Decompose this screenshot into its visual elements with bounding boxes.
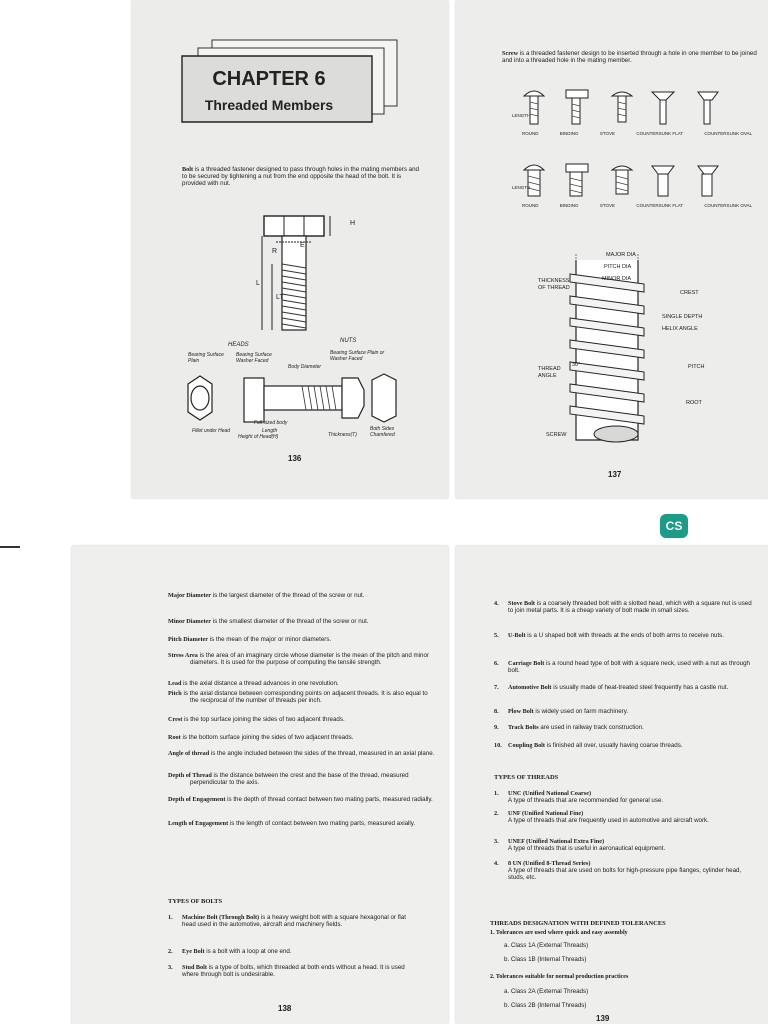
list-number: 4. — [494, 860, 499, 867]
list-body — [508, 660, 756, 674]
head-round: ROUND — [522, 131, 539, 136]
definition-term: Lead — [168, 680, 182, 687]
list-text: is usually made of heat-treated steel frequently has a castle nut. — [551, 684, 729, 691]
list-item — [494, 600, 756, 614]
height-label: Height of Head(H) — [238, 434, 279, 440]
pitch-dia-label: PITCH DIA — [604, 264, 632, 270]
definition-term: Stress Area — [168, 652, 198, 659]
definition-item — [168, 750, 435, 757]
heads-label: HEADS — [228, 342, 249, 348]
page-number: 137 — [608, 470, 622, 479]
minor-dia-label: MINOR DIA — [602, 276, 632, 282]
screw-types-row-2 — [506, 160, 736, 200]
major-dia-label: MAJOR DIA — [606, 252, 636, 258]
list-item — [494, 860, 756, 882]
list-number: 10. — [494, 742, 502, 749]
list-item — [168, 948, 413, 955]
page-137 — [456, 0, 768, 498]
list-term: Carriage Bolt — [508, 660, 545, 667]
page-edge-mark — [0, 546, 20, 548]
head-binding: BINDING — [559, 131, 579, 136]
list-text: is finished all over, usually having coarse threads. — [544, 742, 683, 749]
list-term: Stud Bolt — [182, 964, 207, 971]
list-term: Stove Bolt — [508, 600, 535, 607]
list-term: 8 UN (Unified 8-Thread Series) — [508, 860, 591, 867]
list-body — [182, 914, 413, 928]
label-l: L — [256, 280, 260, 287]
list-number: 4. — [494, 600, 499, 607]
list-item — [494, 684, 756, 691]
list-term: U-Bolt — [508, 632, 526, 639]
head-cs-oval: COUNTERSUNK OVAL — [704, 131, 752, 136]
list-body — [508, 838, 756, 852]
screw-head-names-1 — [522, 130, 752, 137]
definition-text: is the length of contact between two mating parts, measured axially. — [228, 820, 416, 827]
definition-item — [168, 820, 435, 827]
definition-term: Minor Diameter — [168, 618, 212, 625]
list-term: Automotive Bolt — [508, 684, 552, 691]
list-term: Plow Bolt — [508, 708, 534, 715]
definition-item — [168, 796, 435, 803]
bolt-diagram — [242, 210, 362, 335]
list-body — [508, 790, 756, 804]
head-stove-2: STOVE — [599, 203, 616, 208]
list-text: A type of threads that are frequently used in automotive and aircraft work. — [508, 817, 709, 825]
page-138 — [72, 546, 448, 1024]
list-body — [508, 708, 756, 715]
list-body — [508, 860, 756, 882]
bolt-definition: Bolt is a threaded fastener designed to pass through holes in the mating members and to be secured by tightening a nut from the end opposite the head of the bolt. It is provided with nut. — [182, 166, 419, 188]
definition-text: is the bottom surface joining the sides of two adjacent threads. — [180, 734, 354, 741]
single-depth-label: SINGLE DEPTH — [662, 314, 703, 320]
list-text: is a round head type of bolt with a square neck, used with a nut as through bolt. — [508, 660, 750, 675]
screw-label: SCREW — [546, 432, 567, 438]
list-item — [494, 708, 756, 715]
list-number: 3. — [494, 838, 499, 845]
thread-angle-label: THREAD ANGLE — [538, 366, 561, 379]
list-number: 9. — [494, 724, 499, 731]
label-lt: LT — [276, 294, 284, 301]
head-cs-flat-2: COUNTERSUNK FLAT — [636, 203, 684, 208]
list-term: UNC (Unified National Coarse) — [508, 790, 592, 797]
head-cs-oval-2: COUNTERSUNK OVAL — [704, 203, 752, 208]
list-text: is a type of bolts, which threaded at both ends without a head. It is used where through bolt is undesirable. — [182, 964, 405, 979]
definition-text: is the axial distance between corresponding points on adjacent threads. It is also equal to the reciprocal of the number of threads per inch. — [181, 690, 428, 705]
pitch-label: PITCH — [688, 364, 705, 370]
definition-item — [168, 680, 435, 687]
fillet-label: Fillet under Head — [192, 428, 231, 434]
definition-term: Depth of Engagement — [168, 796, 226, 803]
tolerance-2a: a. Class 2A (External Threads) — [504, 988, 589, 995]
definition-term: Crest — [168, 716, 183, 723]
list-item — [494, 660, 756, 674]
list-number: 6. — [494, 660, 499, 667]
page-139 — [456, 546, 768, 1024]
tolerance-1-heading: 1. Tolerances are used where quick and easy assembly — [490, 930, 628, 936]
definition-text: is the smallest diameter of the thread of the screw or nut. — [211, 618, 369, 625]
definition-item — [168, 592, 435, 599]
page-136 — [132, 0, 448, 498]
chapter-subtitle: Threaded Members — [204, 97, 334, 113]
tolerance-1a: a. Class 1A (External Threads) — [504, 942, 589, 949]
list-text: is a bolt with a loop at one end. — [204, 948, 292, 955]
definition-text: is the largest diameter of the thread of the screw or nut. — [211, 592, 365, 599]
definition-item — [168, 618, 435, 625]
tolerance-2-heading: 2. Tolerances suitable for normal production practices — [490, 974, 629, 980]
list-item — [494, 838, 756, 852]
types-of-threads-heading: TYPES OF THREADS — [494, 774, 559, 781]
list-text: is a heavy weight bolt with a square hexagonal or flat head used in the automotive, aircraft and machinery fields. — [182, 914, 406, 929]
list-number: 7. — [494, 684, 499, 691]
list-body — [508, 632, 756, 639]
definition-term: Length of Engagement — [168, 820, 229, 827]
list-item — [494, 724, 756, 731]
definition-term: Pitch Diameter — [168, 636, 209, 643]
definition-item — [168, 734, 435, 741]
definition-term: Angle of thread — [168, 750, 210, 757]
bearing-plain-label: Bearing Surface Plain — [188, 352, 224, 364]
list-item — [494, 632, 756, 639]
screw-head-names-2 — [522, 202, 752, 209]
screw-definition: Screw is a threaded fastener design to be inserted through a hole in one member to be joined and into a threaded hole in the mating member. — [502, 50, 757, 65]
list-text: A type of threads that are recommended for general use. — [508, 797, 664, 805]
full-sized-label: Full sized body — [254, 420, 288, 426]
list-term: Coupling Bolt — [508, 742, 545, 749]
chapter-title: CHAPTER 6 — [212, 68, 326, 90]
page-number: 136 — [288, 454, 302, 463]
definition-term: Depth of Thread — [168, 772, 212, 779]
tolerance-2b: b. Class 2B (Internal Threads) — [504, 1002, 587, 1009]
head-round-2: ROUND — [522, 203, 539, 208]
list-number: 8. — [494, 708, 499, 715]
tolerances-heading: THREADS DESIGNATION WITH DEFINED TOLERANCES — [490, 920, 666, 927]
definition-text: is the top surface joining the sides of two adjacent threads. — [182, 716, 345, 723]
list-item — [494, 790, 756, 804]
thickness-thread-label: THICKNESS OF THREAD — [538, 278, 570, 291]
thickness-label: Thickness(T) — [328, 432, 357, 438]
definition-text: is the depth of thread contact between two mating parts, measured radially. — [225, 796, 433, 803]
length-label-1: LENGTH — [512, 113, 531, 118]
root-label: ROOT — [686, 400, 702, 406]
definition-text: is the angle included between the sides of the thread, measured in an axial plane. — [209, 750, 435, 757]
label-h: H — [350, 220, 356, 227]
list-term: Machine Bolt (Through Bolt) — [182, 914, 260, 921]
helix-angle-label: HELIX ANGLE — [662, 326, 698, 332]
length-label: Length — [262, 428, 278, 434]
list-term: Eye Bolt — [182, 948, 205, 955]
list-item — [494, 742, 756, 749]
chamfered-label: Both Sides Chamfered — [370, 426, 395, 438]
list-body — [508, 724, 756, 731]
screw-types-row-1 — [506, 86, 736, 128]
list-number: 1. — [168, 914, 173, 921]
definition-item — [168, 716, 435, 723]
list-number: 5. — [494, 632, 499, 639]
list-number: 1. — [494, 790, 499, 797]
list-term: UNF (Unified National Fine) — [508, 810, 584, 817]
definition-text: is the area of an imaginary circle whose diameter is the mean of the pitch and minor diameters. It is used for the purpose of computing the tensile strength. — [190, 652, 429, 667]
definition-text: is the mean of the major or minor diameters. — [208, 636, 332, 643]
list-text: A type of threads that are used on bolts for high-pressure pipe flanges, cylinder head, studs, etc. — [508, 867, 742, 882]
definition-item — [168, 636, 435, 643]
definition-term: Major Diameter — [168, 592, 212, 599]
list-item — [168, 964, 413, 978]
list-text: is widely used on farm machinery. — [533, 708, 629, 715]
list-body — [508, 600, 756, 614]
list-term: UNEF (Unified National Extra Fine) — [508, 838, 605, 845]
list-body — [508, 684, 756, 691]
head-stove: STOVE — [599, 131, 616, 136]
page-number: 139 — [596, 1014, 610, 1023]
list-number: 3. — [168, 964, 173, 971]
crest-label: CREST — [680, 290, 699, 296]
list-text: are used in railway track construction. — [538, 724, 644, 731]
definition-item — [168, 652, 435, 666]
camscanner-badge: CS — [660, 514, 688, 538]
list-item — [494, 810, 756, 824]
body-diameter-label: Body Diameter — [288, 364, 322, 370]
list-number: 2. — [494, 810, 499, 817]
head-binding-2: BINDING — [559, 203, 579, 208]
list-body — [508, 742, 756, 749]
tolerance-1b: b. Class 1B (Internal Threads) — [504, 956, 587, 963]
nuts-label: NUTS — [340, 338, 357, 344]
label-r: R — [272, 248, 278, 255]
bearing-nut-label: Bearing Surface Plain or Washer Faced — [330, 350, 385, 362]
list-item — [168, 914, 413, 928]
list-number: 2. — [168, 948, 173, 955]
list-body — [508, 810, 756, 824]
heads-nuts-diagram — [182, 370, 412, 430]
definition-text: is the axial distance a thread advances in one revolution. — [181, 680, 339, 687]
definition-term: Root — [168, 734, 181, 741]
length-label-2: LENGTH — [512, 185, 531, 190]
list-text: A type of threads that is useful in aeronautical equipment. — [508, 845, 666, 853]
page-number: 138 — [278, 1004, 292, 1013]
head-cs-flat: COUNTERSUNK FLAT — [636, 131, 684, 136]
list-text: is a U shaped bolt with threads at the ends of both arms to receive nuts. — [525, 632, 724, 639]
types-of-bolts-heading: TYPES OF BOLTS — [168, 898, 223, 905]
list-body — [182, 964, 413, 978]
list-body — [182, 948, 413, 955]
definition-text: is the distance between the crest and the base of the thread, measured perpendicular to the axis. — [190, 772, 409, 787]
list-text: is a coarsely threaded bolt with a slotted head, which with a square nut is used to join metal parts. It is a cheap variety of bolt made in small sizes. — [508, 600, 752, 615]
definition-item — [168, 772, 435, 786]
definition-item — [168, 690, 435, 704]
label-e: E — [300, 242, 305, 249]
list-term: Track Bolts — [508, 724, 539, 731]
definition-term: Pitch — [168, 690, 182, 697]
thread-angle-degrees: 30° — [572, 362, 581, 368]
bearing-washer-label: Bearing Surface Washer Faced — [236, 352, 272, 364]
